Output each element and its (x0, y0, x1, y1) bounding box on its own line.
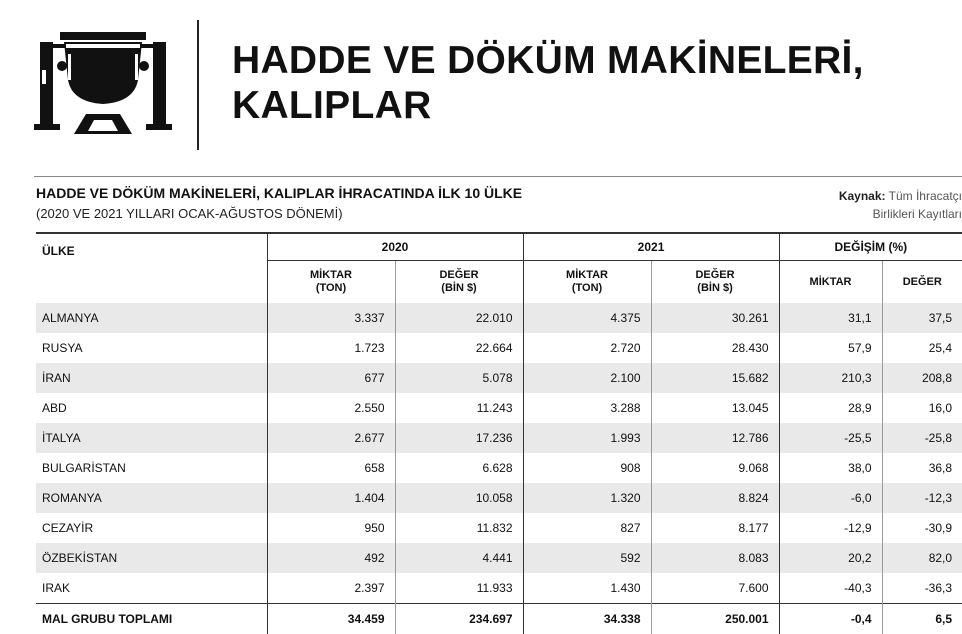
value-cell-q2020: 2.397 (267, 573, 395, 604)
page-title-line-2: KALIPLAR (232, 83, 864, 128)
export-table (36, 232, 962, 634)
value-cell-cq: 28,9 (779, 393, 882, 423)
source-note (839, 187, 962, 223)
value-cell-v2021: 30.261 (651, 303, 779, 333)
source-label: Kaynak: (839, 189, 886, 203)
value-cell-q2020: 1.723 (267, 333, 395, 363)
value-cell-q2020: 2.550 (267, 393, 395, 423)
country-cell: RUSYA (36, 333, 267, 363)
value-cell-cq: 210,3 (779, 363, 882, 393)
table-row (36, 573, 962, 604)
value-cell-v2020: 4.441 (395, 543, 523, 573)
value-cell-v2020: 22.664 (395, 333, 523, 363)
header-val-2021: DEĞER (BİN $) (651, 261, 779, 304)
value-cell-v2021: 8.824 (651, 483, 779, 513)
value-cell-cq: 20,2 (779, 543, 882, 573)
country-cell: MAL GRUBU TOPLAMI (36, 604, 267, 634)
value-cell-v2021: 12.786 (651, 423, 779, 453)
value-cell-v2021: 15.682 (651, 363, 779, 393)
value-cell-q2021: 1.430 (523, 573, 651, 604)
value-cell-q2020: 2.677 (267, 423, 395, 453)
value-cell-v2021: 8.083 (651, 543, 779, 573)
country-cell: İTALYA (36, 423, 267, 453)
value-cell-v2020: 17.236 (395, 423, 523, 453)
title-divider (197, 20, 199, 150)
table-row (36, 453, 962, 483)
value-cell-cv: 6,5 (882, 604, 962, 634)
header-change-val: DEĞER (882, 261, 962, 304)
value-cell-cv: -25,8 (882, 423, 962, 453)
country-cell: ABD (36, 393, 267, 423)
value-cell-v2020: 11.832 (395, 513, 523, 543)
total-row (36, 604, 962, 634)
table-row (36, 543, 962, 573)
value-cell-v2020: 10.058 (395, 483, 523, 513)
table-row (36, 333, 962, 363)
value-cell-v2020: 11.243 (395, 393, 523, 423)
country-cell: BULGARİSTAN (36, 453, 267, 483)
value-cell-q2021: 592 (523, 543, 651, 573)
value-cell-cv: 16,0 (882, 393, 962, 423)
value-cell-q2020: 677 (267, 363, 395, 393)
source-line-1: Tüm İhracatçı (889, 189, 962, 203)
value-cell-q2021: 2.100 (523, 363, 651, 393)
value-cell-cq: -40,3 (779, 573, 882, 604)
value-cell-v2021: 7.600 (651, 573, 779, 604)
value-cell-q2021: 1.993 (523, 423, 651, 453)
value-cell-v2020: 6.628 (395, 453, 523, 483)
table-row (36, 303, 962, 333)
value-cell-q2021: 1.320 (523, 483, 651, 513)
value-cell-v2020: 11.933 (395, 573, 523, 604)
header-country: ÜLKE (36, 233, 267, 303)
header-qty-2021: MİKTAR (TON) (523, 261, 651, 304)
page-title-line-1: HADDE VE DÖKÜM MAKİNELERİ, (232, 38, 864, 83)
header-change: DEĞİŞİM (%) (779, 233, 962, 261)
value-cell-q2020: 3.337 (267, 303, 395, 333)
value-cell-v2020: 5.078 (395, 363, 523, 393)
value-cell-cq: -25,5 (779, 423, 882, 453)
table-row (36, 483, 962, 513)
header-year-2020: 2020 (267, 233, 523, 261)
country-cell: CEZAYİR (36, 513, 267, 543)
value-cell-cv: 36,8 (882, 453, 962, 483)
table-title: HADDE VE DÖKÜM MAKİNELERİ, KALIPLAR İHRACATINDA İLK 10 ÜLKE (36, 185, 522, 201)
value-cell-cq: -0,4 (779, 604, 882, 634)
value-cell-cv: 25,4 (882, 333, 962, 363)
value-cell-v2021: 13.045 (651, 393, 779, 423)
value-cell-cv: -12,3 (882, 483, 962, 513)
country-cell: IRAK (36, 573, 267, 604)
value-cell-cq: -12,9 (779, 513, 882, 543)
value-cell-q2020: 1.404 (267, 483, 395, 513)
value-cell-q2021: 827 (523, 513, 651, 543)
table-period: (2020 VE 2021 YILLARI OCAK-AĞUSTOS DÖNEMİ) (36, 206, 343, 221)
value-cell-q2020: 950 (267, 513, 395, 543)
casting-machine-icon (34, 30, 174, 140)
value-cell-v2020: 22.010 (395, 303, 523, 333)
value-cell-q2020: 492 (267, 543, 395, 573)
country-cell: ALMANYA (36, 303, 267, 333)
value-cell-cq: 38,0 (779, 453, 882, 483)
header-row-years (36, 233, 962, 261)
header-val-2020: DEĞER (BİN $) (395, 261, 523, 304)
table-row (36, 393, 962, 423)
header-qty-2020: MİKTAR (TON) (267, 261, 395, 304)
value-cell-v2021: 8.177 (651, 513, 779, 543)
table-row (36, 513, 962, 543)
value-cell-cq: 31,1 (779, 303, 882, 333)
value-cell-cq: -6,0 (779, 483, 882, 513)
value-cell-cv: -36,3 (882, 573, 962, 604)
value-cell-cv: -30,9 (882, 513, 962, 543)
country-cell: ROMANYA (36, 483, 267, 513)
country-cell: İRAN (36, 363, 267, 393)
source-line-2: Birlikleri Kayıtları (839, 205, 962, 223)
value-cell-cv: 82,0 (882, 543, 962, 573)
table-row (36, 363, 962, 393)
value-cell-q2021: 2.720 (523, 333, 651, 363)
value-cell-v2021: 250.001 (651, 604, 779, 634)
value-cell-v2020: 234.697 (395, 604, 523, 634)
value-cell-v2021: 28.430 (651, 333, 779, 363)
value-cell-q2021: 908 (523, 453, 651, 483)
header-year-2021: 2021 (523, 233, 779, 261)
page-title (232, 38, 864, 128)
country-cell: ÖZBEKİSTAN (36, 543, 267, 573)
value-cell-q2021: 3.288 (523, 393, 651, 423)
value-cell-q2021: 4.375 (523, 303, 651, 333)
section-divider (34, 176, 962, 177)
value-cell-q2020: 34.459 (267, 604, 395, 634)
table-row (36, 423, 962, 453)
value-cell-cv: 37,5 (882, 303, 962, 333)
value-cell-cq: 57,9 (779, 333, 882, 363)
header-change-qty: MİKTAR (779, 261, 882, 304)
value-cell-q2020: 658 (267, 453, 395, 483)
value-cell-cv: 208,8 (882, 363, 962, 393)
value-cell-q2021: 34.338 (523, 604, 651, 634)
value-cell-v2021: 9.068 (651, 453, 779, 483)
